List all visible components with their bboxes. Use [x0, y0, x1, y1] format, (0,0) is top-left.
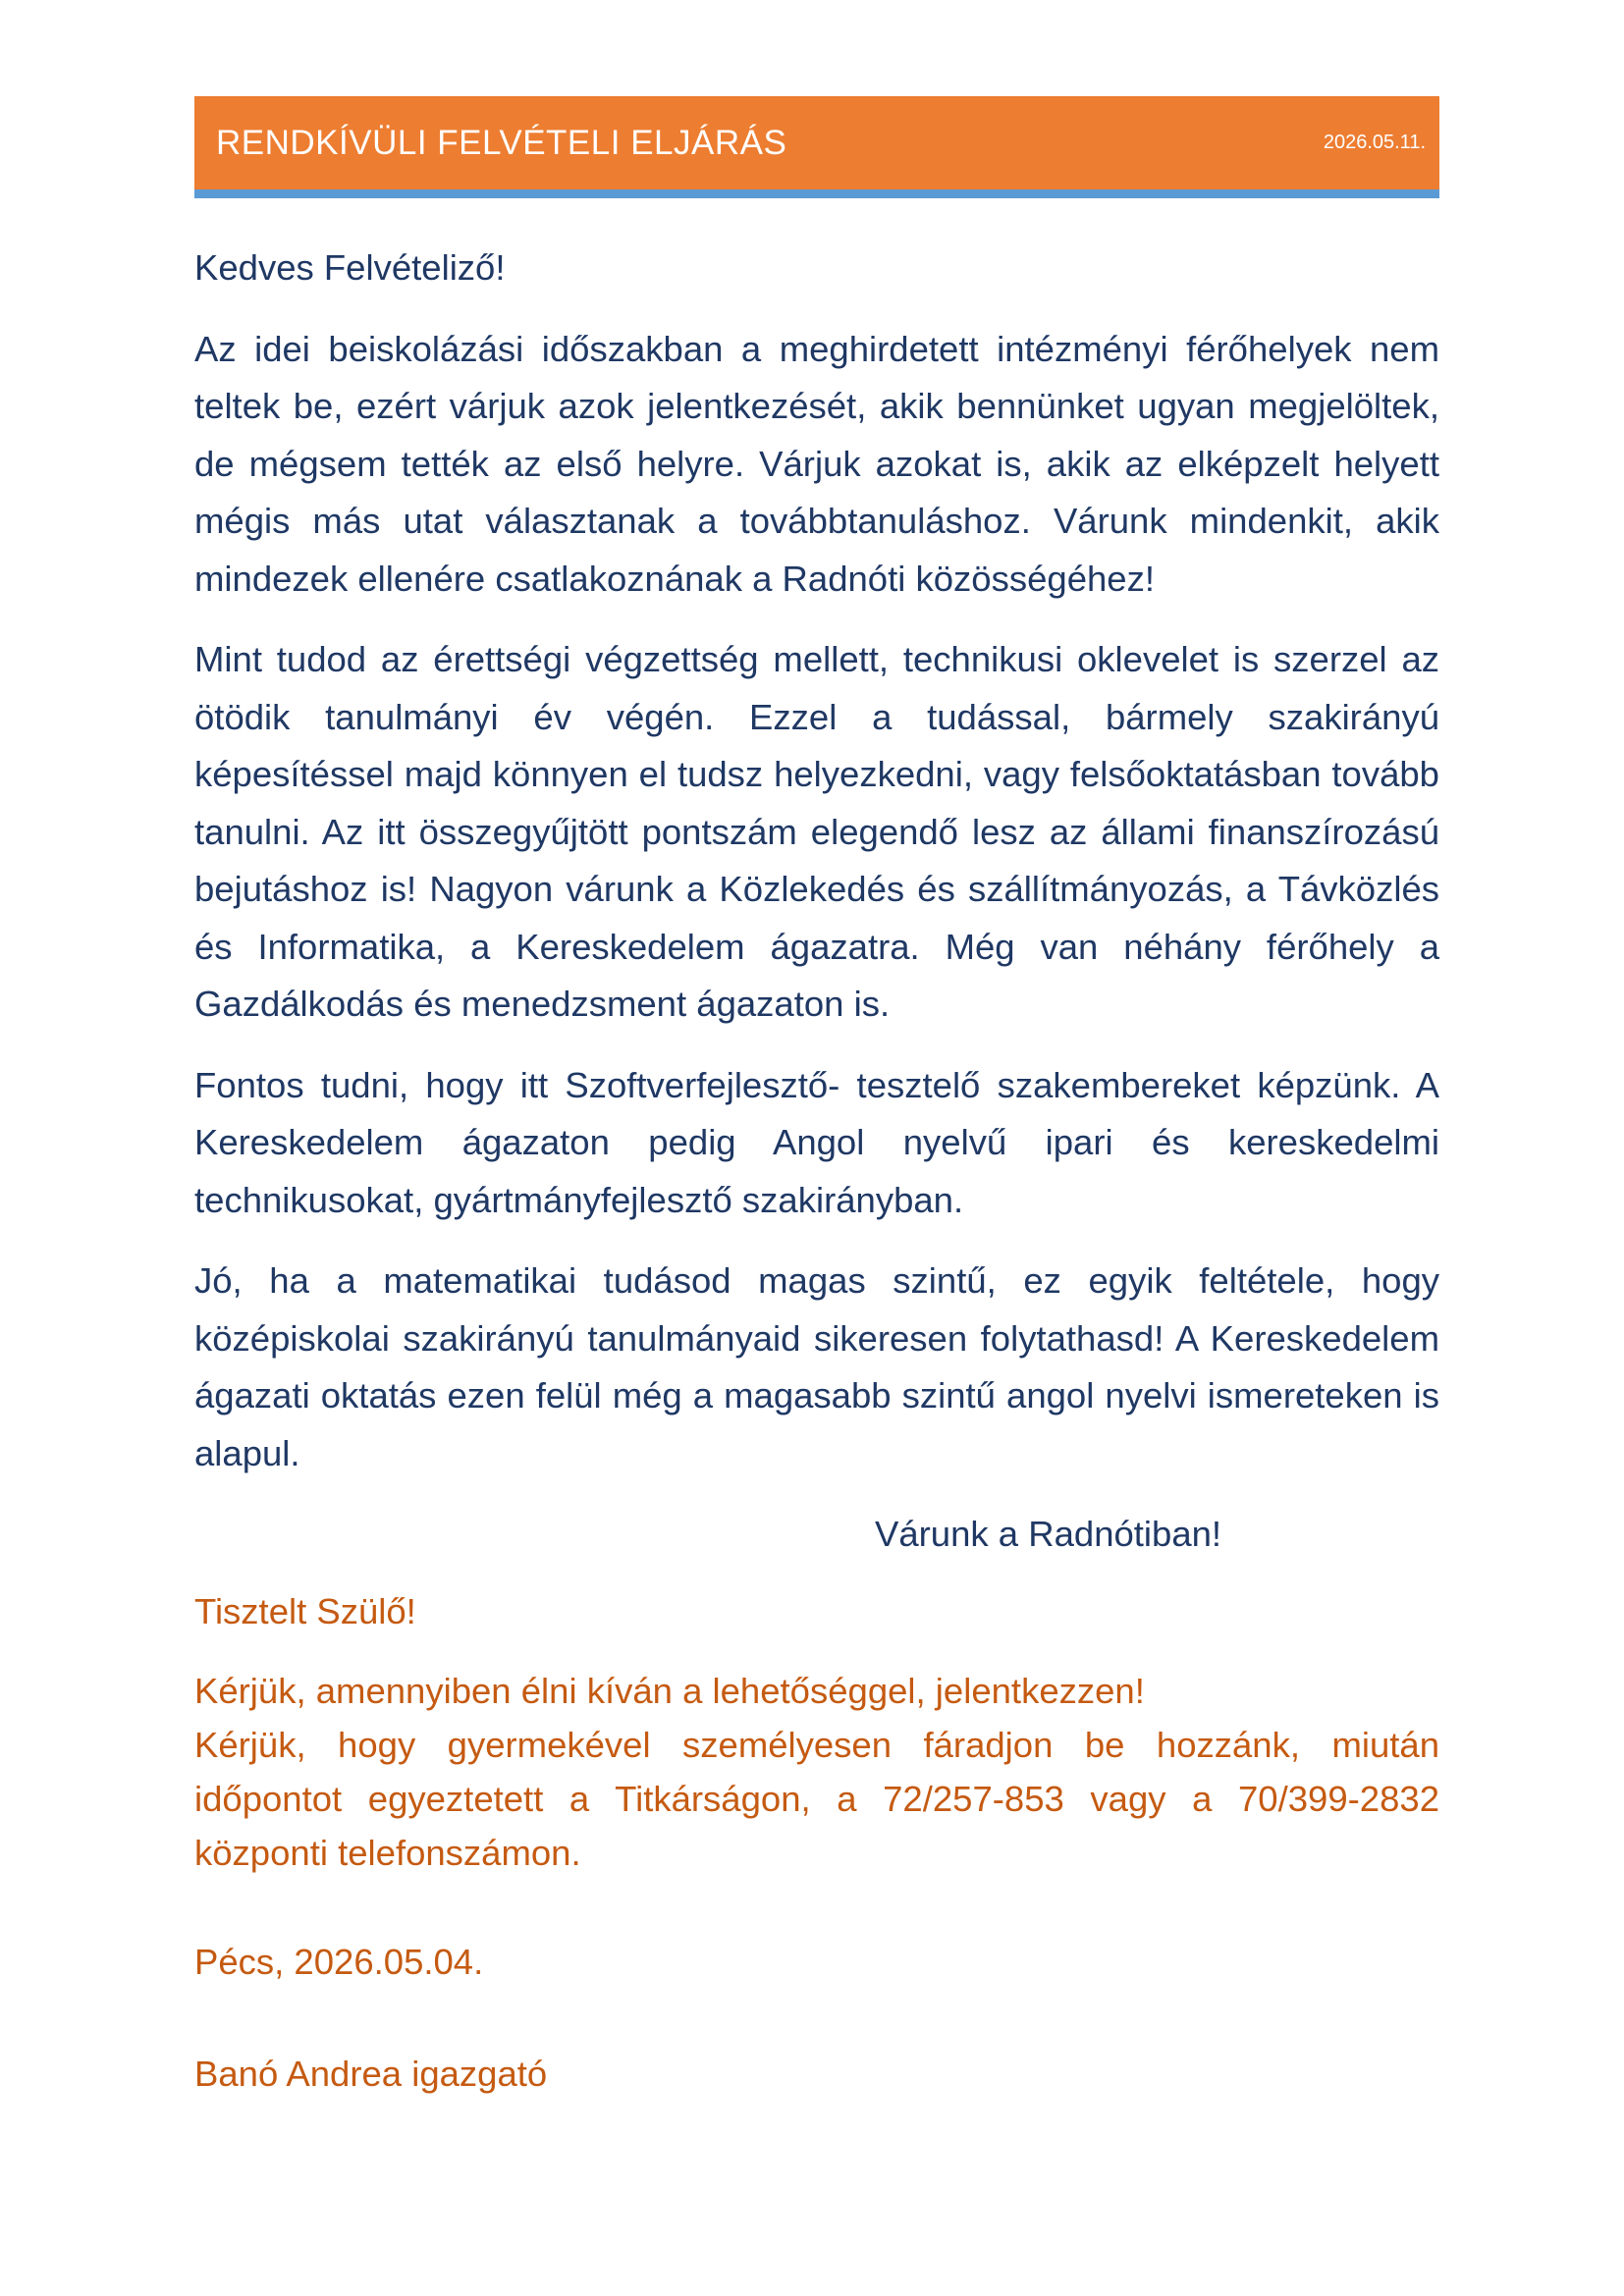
parent-request-apply: Kérjük, amennyiben élni kíván a lehetőséggel, jelentkezzen! [194, 1671, 1145, 1711]
paragraph-intro: Az idei beiskolázási időszakban a meghirdetett intézményi férőhelyek nem teltek be, ezért várjuk azok jelentkezését, akik bennünket ugyan megjelöltek, de mégsem tették az első helyre. Várjuk azokat is, akik az elképzelt helyett mégis más utat választanak a továbbtanuláshoz. Várunk mindenkit, akik mindezek ellenére csatlakoznának a Radnóti közösségéhez! [194, 328, 1439, 599]
header-bar [194, 96, 1439, 198]
document-title: RENDKÍVÜLI FELVÉTELI ELJÁRÁS [216, 124, 787, 162]
header-date: 2026.05.11. [1323, 132, 1426, 153]
paragraph-training: Fontos tudni, hogy itt Szoftverfejlesztő- tesztelő szakembereket képzünk. A Kereskedelem ágazaton pedig Angol nyelvű ipari és kereskedelmi technikusokat, gyártmányfejlesztő szakirányban. [194, 1064, 1439, 1220]
student-greeting: Kedves Felvételiző! [194, 247, 506, 288]
letter-body [194, 240, 1439, 2103]
parent-request-visit: Kérjük, hogy gyermekével személyesen fáradjon be hozzánk, miután időpontot egyeztetett a Titkárságon, a 72/257-853 vagy a 70/399-2832 központi telefonszámon. [194, 1725, 1439, 1873]
closing-line: Várunk a Radnótiban! [875, 1514, 1222, 1554]
signature: Banó Andrea igazgató [194, 2053, 548, 2094]
parent-greeting: Tisztelt Szülő! [194, 1590, 416, 1631]
place-and-date: Pécs, 2026.05.04. [194, 1942, 484, 1982]
document-page [194, 96, 1439, 2103]
paragraph-qualification: Mint tudod az érettségi végzettség mellett, technikusi oklevelet is szerzel az ötödik tanulmányi év végén. Ezzel a tudással, bármely szakirányú képesítéssel majd könnyen el tudsz helyezkedni, vagy felsőoktatásban tovább tanulni. Az itt összegyűjtött pontszám elegendő lesz az állami finanszírozású bejutáshoz is! Nagyon várunk a Közlekedés és szállítmányozás, a Távközlés és Informatika, a Kereskedelem ágazatra. Még van néhány férőhely a Gazdálkodás és menedzsment ágazaton is. [194, 639, 1439, 1024]
paragraph-requirements: Jó, ha a matematikai tudásod magas szintű, ez egyik feltétele, hogy középiskolai szakirányú tanulmányaid sikeresen folytathasd! A Kereskedelem ágazati oktatás ezen felül még a magasabb szintű angol nyelvi ismereteken is alapul. [194, 1260, 1439, 1473]
